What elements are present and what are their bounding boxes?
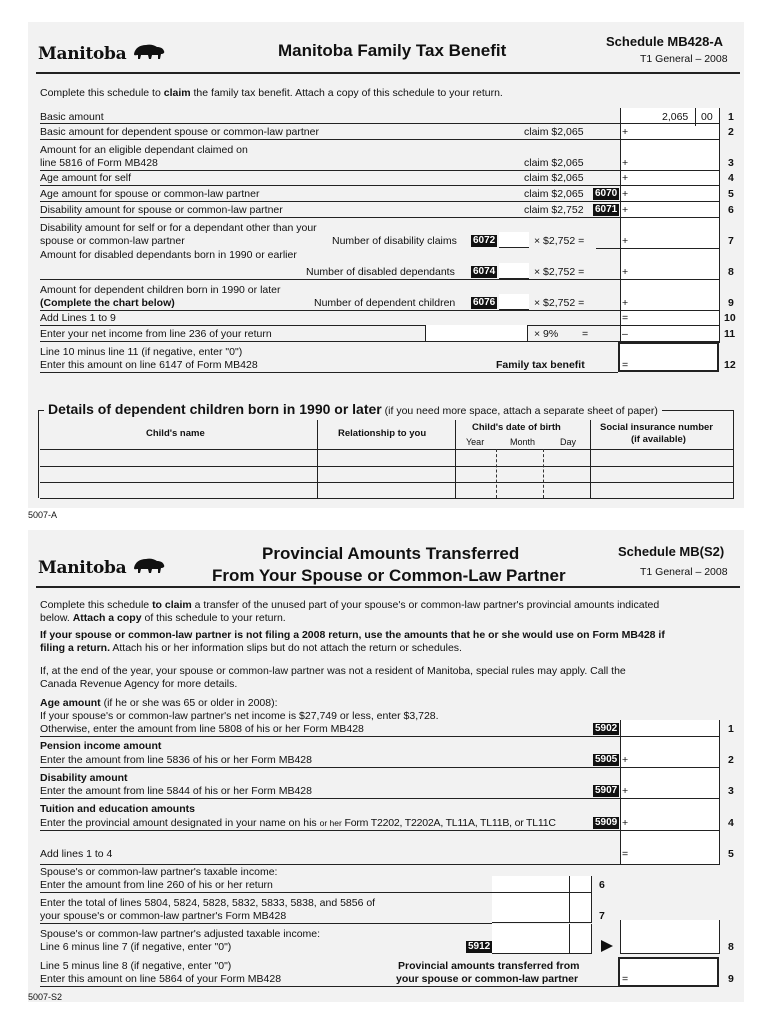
f2-line7-a: Enter the total of lines 5804, 5824, 5828, 5832, 5833, 5838, and 5856 of <box>40 897 376 909</box>
line-number: 5 <box>728 188 734 200</box>
f2-line7-b: your spouse's or common-law partner's Form MB428 <box>40 910 287 922</box>
f2-line2-b: Enter the amount from line 5836 of his or her Form MB428 <box>40 754 312 766</box>
plus-sign: + <box>622 188 629 200</box>
plus-sign: + <box>622 785 629 797</box>
line7-count-input[interactable] <box>499 232 529 248</box>
f2-line7-input[interactable] <box>492 893 592 923</box>
children-row-1[interactable] <box>41 450 316 465</box>
f2-line1-b: Otherwise, enter the amount from line 5808 of his or her Form MB428 <box>40 723 364 735</box>
line-number: 3 <box>728 785 734 797</box>
transferred-amount-box[interactable] <box>618 957 719 987</box>
f2-line6-input[interactable] <box>492 876 592 893</box>
line-number: 2 <box>728 754 734 766</box>
line5-claim: claim $2,065 <box>524 188 584 200</box>
manitoba-logo: Manitoba <box>38 42 166 64</box>
equals-sign: = <box>622 312 629 324</box>
equals-sign: = <box>622 848 629 860</box>
line4-claim: claim $2,065 <box>524 172 584 184</box>
f2-line1-head: Age amount (if he or she was 65 or older in 2008): <box>40 697 278 709</box>
line9-label-a: Amount for dependent children born in 1990 or later <box>40 284 281 296</box>
form1-general: T1 General – 2008 <box>640 53 728 65</box>
f2-line9-b: Enter this amount on line 5864 of your Form MB428 <box>40 973 282 985</box>
form2-intro-a: Complete this schedule to claim a transfer of the unused part of your spouse's or common-law partner's provincial amounts indicated <box>40 599 660 611</box>
f2-line6-a: Spouse's or common-law partner's taxable income: <box>40 866 278 878</box>
form1-code: 5007-A <box>28 510 58 520</box>
line-number: 6 <box>599 879 605 891</box>
bison-icon <box>132 42 166 62</box>
code-6074: 6074 <box>473 266 496 277</box>
bison-icon <box>132 556 166 576</box>
line11-multiplier: × 9% <box>534 328 559 340</box>
line8-label: Amount for disabled dependants born in 1990 or earlier <box>40 249 297 261</box>
line-number: 10 <box>724 312 736 324</box>
line11-net-income-input[interactable] <box>425 325 528 341</box>
f2-line8-result[interactable] <box>620 920 720 954</box>
line12-label-b: Enter this amount on line 6147 of Form MB428 <box>40 359 258 371</box>
f2-line5-label: Add lines 1 to 4 <box>40 848 113 860</box>
f2-line3-b: Enter the amount from line 5844 of his or her Form MB428 <box>40 785 312 797</box>
code-6071: 6071 <box>595 204 618 215</box>
form2-general: T1 General – 2008 <box>640 566 728 578</box>
form1-title: Manitoba Family Tax Benefit <box>278 41 507 60</box>
form2-header-rule <box>36 586 740 588</box>
plus-sign: + <box>622 266 629 278</box>
line-number: 7 <box>728 235 734 247</box>
line2-label: Basic amount for dependent spouse or common-law partner <box>40 126 319 138</box>
line7-count-label: Number of disability claims <box>332 235 457 247</box>
line12-result-label: Family tax benefit <box>496 359 585 371</box>
form2-intro-b: below. Attach a copy of this schedule to your return. <box>40 612 286 624</box>
line3-label-b: line 5816 of Form MB428 <box>40 157 158 169</box>
form2-amount-column[interactable] <box>620 720 720 865</box>
form1-schedule: Schedule MB428-A <box>606 34 724 49</box>
f2-line8-input[interactable] <box>492 924 592 954</box>
line-number: 11 <box>724 328 736 340</box>
line-number: 4 <box>728 172 734 184</box>
line8-count-label: Number of disabled dependants <box>306 266 455 278</box>
form2-notice-a: If your spouse or common-law partner is not filing a 2008 return, use the amounts that he or she would use on Form MB428 if <box>40 629 665 641</box>
plus-sign: + <box>622 204 629 216</box>
form2-code: 5007-S2 <box>28 992 63 1002</box>
line-number: 6 <box>728 204 734 216</box>
line9-count-label: Number of dependent children <box>314 297 456 309</box>
equals-sign: = <box>622 359 629 371</box>
col-relationship: Relationship to you <box>338 428 427 439</box>
line-number: 1 <box>728 111 734 123</box>
line7-label-b: spouse or common-law partner <box>40 235 185 247</box>
line-number: 9 <box>728 973 734 985</box>
f2-line4-b: Enter the provincial amount designated in your name on his or her Form T2202, T2202A, TL11A, TL11B, or TL11C <box>40 817 556 829</box>
manitoba-logo: Manitoba <box>38 556 166 578</box>
plus-sign: + <box>622 172 629 184</box>
f2-line8-b: Line 6 minus line 7 (if negative, enter "0") <box>40 941 232 953</box>
line10-label: Add Lines 1 to 9 <box>40 312 116 324</box>
line-number: 1 <box>728 723 734 735</box>
plus-sign: + <box>622 817 629 829</box>
line12-label-a: Line 10 minus line 11 (if negative, enter "0") <box>40 346 243 358</box>
form2-notice-b: filing a return. Attach his or her information slips but do not attach the return or schedules. <box>40 642 462 654</box>
line11-label: Enter your net income from line 236 of your return <box>40 328 272 340</box>
line6-label: Disability amount for spouse or common-law partner <box>40 204 283 216</box>
f2-line6-b: Enter the amount from line 260 of his or her return <box>40 879 273 891</box>
col-childs-name: Child's name <box>146 428 205 439</box>
col-date-of-birth: Child's date of birth <box>472 422 561 433</box>
f2-line2-head: Pension income amount <box>40 740 162 752</box>
line9-multiplier: × $2,752 = <box>534 297 585 309</box>
line-number: 3 <box>728 157 734 169</box>
line-number: 8 <box>728 941 734 953</box>
form1-intro: Complete this schedule to claim the family tax benefit. Attach a copy of this schedule to your return. <box>40 87 503 99</box>
form1-amount-column[interactable] <box>620 108 720 343</box>
line-number: 8 <box>728 266 734 278</box>
line-number: 12 <box>724 359 736 371</box>
line3-label-a: Amount for an eligible dependant claimed on <box>40 144 248 156</box>
line1-dollars: 2,065 <box>662 111 689 123</box>
f2-line1-a: If your spouse's or common-law partner's net income is $27,749 or less, enter $3,728. <box>40 710 439 722</box>
f2-line9-result-b: your spouse or common-law partner <box>396 973 579 985</box>
code-6070: 6070 <box>595 188 618 199</box>
form2-resident-b: Canada Revenue Agency for more details. <box>40 678 238 690</box>
f2-line8-a: Spouse's or common-law partner's adjusted taxable income: <box>40 928 321 940</box>
col-sin-a: Social insurance number <box>600 422 713 433</box>
code-5907: 5907 <box>595 785 618 796</box>
line2-claim: claim $2,065 <box>524 126 584 138</box>
line-number: 2 <box>728 126 734 138</box>
details-heading: Details of dependent children born in 1990 or later (if you need more space, attach a separate sheet of paper) <box>44 402 662 419</box>
col-year: Year <box>466 437 485 447</box>
code-5912: 5912 <box>468 941 491 952</box>
equals-sign: = <box>622 973 629 985</box>
line9-count-input[interactable] <box>499 294 529 310</box>
plus-sign: + <box>622 235 629 247</box>
code-6076: 6076 <box>473 297 496 308</box>
plus-sign: + <box>622 754 629 766</box>
children-row-3[interactable] <box>41 483 316 497</box>
col-day: Day <box>560 437 577 447</box>
f2-line9-result-a: Provincial amounts transferred from <box>398 960 580 972</box>
line9-label-b: (Complete the chart below) <box>40 297 175 309</box>
col-month: Month <box>510 437 536 447</box>
line5-label: Age amount for spouse or common-law partner <box>40 188 260 200</box>
line1-label: Basic amount <box>40 111 104 123</box>
children-row-2[interactable] <box>41 467 316 481</box>
line-number: 9 <box>728 297 734 309</box>
line8-multiplier: × $2,752 = <box>534 266 585 278</box>
arrow-right-icon <box>601 940 613 952</box>
form2-title-a: Provincial Amounts Transferred <box>262 544 520 563</box>
col-sin-b: (if available) <box>631 434 686 445</box>
line4-label: Age amount for self <box>40 172 132 184</box>
line6-claim: claim $2,752 <box>524 204 584 216</box>
code-6072: 6072 <box>473 235 496 246</box>
f2-line3-head: Disability amount <box>40 772 128 784</box>
f2-line4-head: Tuition and education amounts <box>40 803 195 815</box>
f2-line9-a: Line 5 minus line 8 (if negative, enter "0") <box>40 960 232 972</box>
line-number: 7 <box>599 910 605 922</box>
form2-title-b: From Your Spouse or Common-Law Partner <box>212 566 566 585</box>
line7-multiplier: × $2,752 = <box>534 235 585 247</box>
code-5905: 5905 <box>595 754 618 765</box>
line1-cents: 00 <box>701 111 713 123</box>
family-tax-benefit-box[interactable] <box>618 342 719 372</box>
line3-claim: claim $2,065 <box>524 157 584 169</box>
minus-sign: – <box>622 328 628 340</box>
plus-sign: + <box>622 157 629 169</box>
line8-count-input[interactable] <box>499 263 529 279</box>
form2-resident-a: If, at the end of the year, your spouse or common-law partner was not a resident of Manitoba, special rules may apply. Call the <box>40 665 626 677</box>
plus-sign: + <box>622 297 629 309</box>
line-number: 5 <box>728 848 734 860</box>
equals-sign: = <box>582 328 589 340</box>
form1-header-rule <box>36 72 740 74</box>
line7-label-a: Disability amount for self or for a dependant other than your <box>40 222 317 234</box>
code-5902: 5902 <box>595 723 618 734</box>
code-5909: 5909 <box>595 817 618 828</box>
plus-sign: + <box>622 126 629 138</box>
form2-schedule: Schedule MB(S2) <box>618 544 725 559</box>
line-number: 4 <box>728 817 734 829</box>
